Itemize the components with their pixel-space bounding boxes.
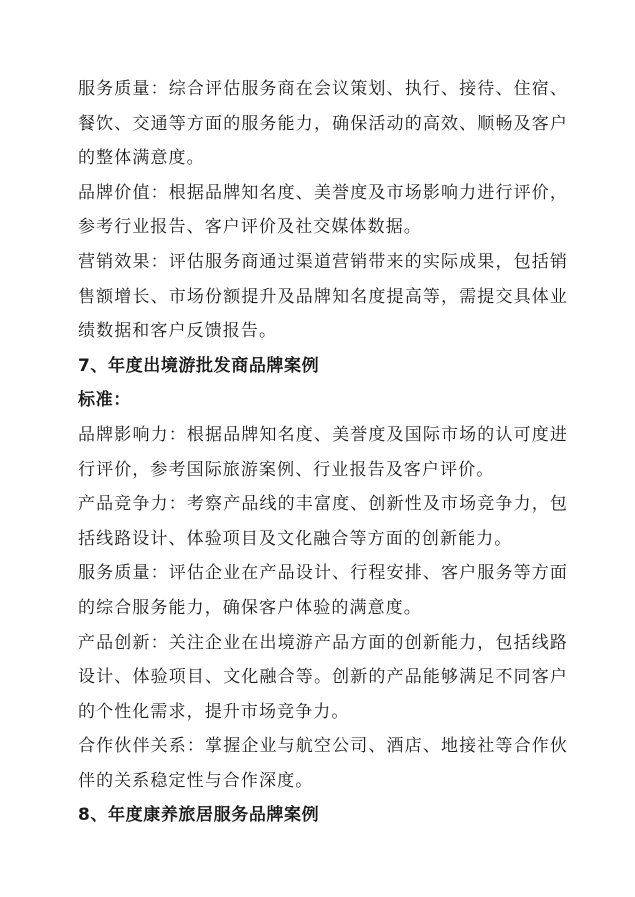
standard-label: 标准： (78, 390, 131, 411)
paragraph-product-innovation: 产品创新：关注企业在出境游产品方面的创新能力，包括线路设计、体验项目、文化融合等。创新的产品能够满足不同客户的个性化需求，提升市场竞争力。 (78, 632, 568, 722)
paragraph-brand-influence: 品牌影响力：根据品牌知名度、美誉度及国际市场的认可度进行评价，参考国际旅游案例、行业报告及客户评价。 (78, 424, 568, 480)
section-7-heading: 7、年度出境游批发商品牌案例 (78, 355, 320, 376)
document-page (78, 72, 568, 833)
paragraph-service-quality: 服务质量：综合评估服务商在会议策划、执行、接待、住宿、餐饮、交通等方面的服务能力，确保活动的高效、顺畅及客户的整体满意度。 (78, 79, 568, 169)
section-8-heading: 8、年度康养旅居服务品牌案例 (78, 805, 320, 826)
paragraph-marketing-effect: 营销效果：评估服务商通过渠道营销带来的实际成果，包括销售额增长、市场份额提升及品牌知名度提高等，需提交具体业绩数据和客户反馈报告。 (78, 251, 568, 342)
paragraph-product-competitiveness: 产品竞争力：考察产品线的丰富度、创新性及市场竞争力，包括线路设计、体验项目及文化融合等方面的创新能力。 (78, 494, 568, 549)
paragraph-brand-value: 品牌价值：根据品牌知名度、美誉度及市场影响力进行评价，参考行业报告、客户评价及社交媒体数据。 (78, 182, 568, 238)
paragraph-service-quality-7: 服务质量：评估企业在产品设计、行程安排、客户服务等方面的综合服务能力，确保客户体验的满意度。 (78, 563, 568, 618)
paragraph-partner-relations: 合作伙伴关系：掌握企业与航空公司、酒店、地接社等合作伙伴的关系稳定性与合作深度。 (78, 736, 568, 791)
